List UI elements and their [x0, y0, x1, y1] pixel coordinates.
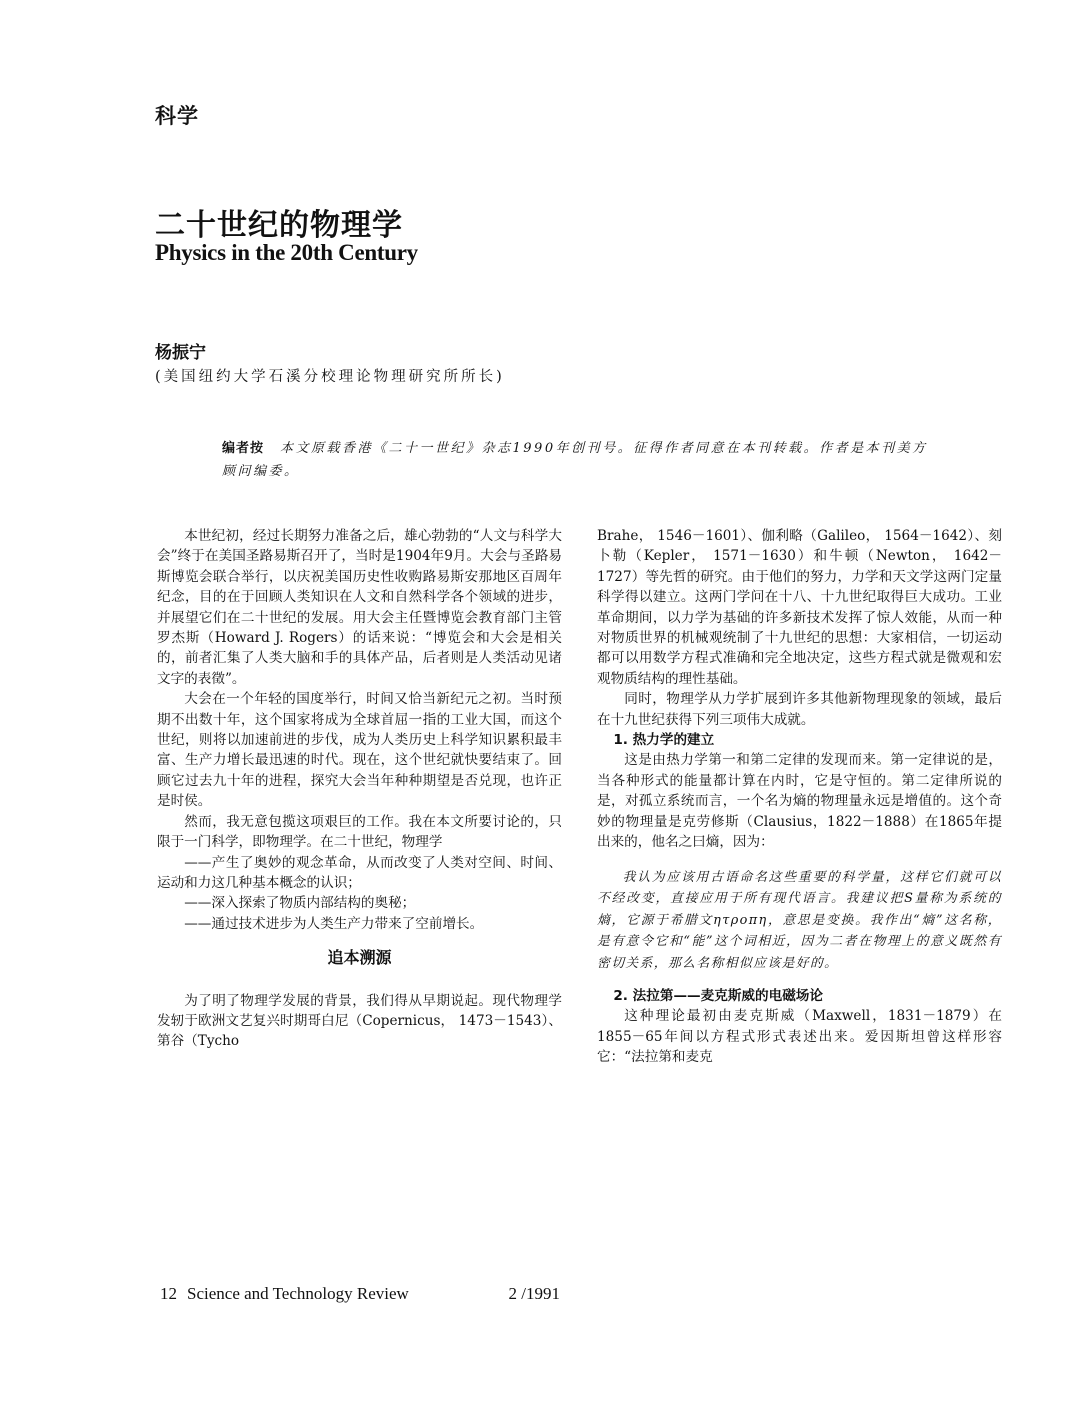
editor-note [222, 437, 942, 483]
paragraph: ——产生了奥妙的观念革命，从而改变了人类对空间、时间、运动和力这几种基本概念的认识； [157, 854, 562, 891]
paragraph: 然而，我无意包揽这项艰巨的工作。我在本文所要讨论的，只限于一门科学，即物理学。在二十世纪，物理学 [157, 813, 562, 851]
issue-number: 2 /1991 [508, 1284, 560, 1303]
paragraph: 为了明了物理学发展的背景，我们得从早期说起。现代物理学发轫于欧洲文艺复兴时期哥白尼（Copernicus， 1473－1543）、第谷（Tycho [157, 992, 562, 1050]
paragraph: ——深入探索了物质内部结构的奥秘； [184, 895, 416, 912]
page-number: 12 [160, 1284, 177, 1303]
right-column [597, 526, 1002, 1068]
left-column [157, 526, 562, 1052]
author-affiliation: (美国纽约大学石溪分校理论物理研究所所长) [155, 369, 505, 385]
editor-note-text: 本文原载香港《二十一世纪》杂志1990年创刊号。征得作者同意在本刊转载。作者是本刊美方顾问编委。 [222, 441, 928, 479]
journal-name: Science and Technology Review [187, 1284, 409, 1303]
block-quote: 我认为应该用古语命名这些重要的科学量，这样它们就可以不经改变，直接应用于所有现代语言。我建议把S量称为系统的熵，它源于希腊文ητροπη，意思是变换。我作出“熵”这名称，是有意令它和“能”这个词相近，因为二者在物理上的意义既然有密切关系，那么名称相似应该是好的。 [597, 869, 1002, 971]
editor-note-label: 编者按 [222, 441, 265, 456]
paragraph-continuation: Brahe， 1546－1601）、伽利略（Galileo， 1564－1642）、刻卜勒（Kepler， 1571－1630）和牛顿（Newton， 1642－1727）等先哲的研究。由于他们的努力，力学和天文学这两门定量科学得以建立。这两门学问在十八、十九世纪取得巨大成功。工业革命期间，以力学为基础的许多新技术发挥了惊人效能，从而一种对物质世界的机械观统制了十九世纪的思想：大家相信，一切运动都可以用数学方程式准确和完全地决定，这些方程式就是微观和宏观物质结构的理性基础。 [597, 528, 1002, 687]
paragraph: 这种理论最初由麦克斯威（Maxwell，1831－1879）在1855－65年间以方程式形式表述出来。爱因斯坦曾这样形容它：“法拉第和麦克 [597, 1008, 1002, 1066]
section-tag: 科学 [155, 104, 199, 128]
paragraph: 大会在一个年轻的国度举行，时间又恰当新纪元之初。当时预期不出数十年，这个国家将成为全球首屈一指的工业大国，而这个世纪，则将以加速前进的步伐，成为人类历史上科学知识累积最丰富、生产力增长最迅速的时代。现在，这个世纪就快要结束了。回顾它过去九十年的进程，探究大会当年种种期望是否兑现，也许正是时侯。 [157, 691, 562, 810]
paragraph: ——通过技术进步为人类生产力带来了空前增长。 [184, 915, 484, 932]
subsection-heading: 1. 热力学的建立 [613, 732, 715, 749]
article-title-english: Physics in the 20th Century [155, 240, 418, 265]
page-footer [160, 1284, 560, 1304]
article-title-chinese: 二十世纪的物理学 [155, 208, 403, 243]
paragraph: 本世纪初，经过长期努力准备之后，雄心勃勃的“人文与科学大会”终于在美国圣路易斯召开了，当时是1904年9月。大会与圣路易斯博览会联合举行，以庆祝美国历史性收购路易斯安那地区百周年纪念，目的在于回顾人类知识在人文和自然科学各个领域的进步，并展望它们在二十世纪的发展。用大会主任暨博览会教育部门主管罗杰斯（Howard J. Rogers）的话来说：“博览会和大会是相关的，前者汇集了人类大脑和手的具体产品，后者则是人类活动见诸文字的表徵”。 [157, 528, 562, 687]
section-heading: 追本溯源 [327, 948, 392, 968]
author-name: 杨振宁 [155, 343, 206, 363]
paragraph: 这是由热力学第一和第二定律的发现而来。第一定律说的是，当各种形式的能量都计算在内时，它是守恒的。第二定律所说的是，对孤立系统而言，一个名为熵的物理量永远是增值的。这个奇妙的物理量是克劳修斯（Clausius，1822－1888）在1865年提出来的，他名之曰熵，因为： [597, 752, 1002, 851]
subsection-heading: 2. 法拉第——麦克斯威的电磁场论 [613, 988, 823, 1004]
paragraph: 同时，物理学从力学扩展到许多其他新物理现象的领域，最后在十九世纪获得下列三项伟大成就。 [597, 691, 1002, 728]
